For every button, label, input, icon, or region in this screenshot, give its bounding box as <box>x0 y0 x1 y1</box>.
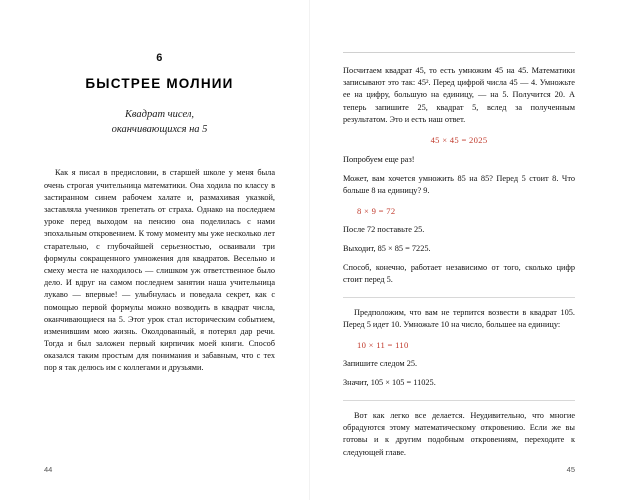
body-paragraph: Посчитаем квадрат 45, то есть умножим 45 на 45. Математики записывают это так: 45². Перед цифрой числа 45 — 4. Умножьте ее на цифру, большую на единицу, — на 5. Получится 20. А теперь запишите 25, квадрат 5, вслед за полученным результатом. Это и есть наш ответ. <box>343 66 575 124</box>
equation-8-times-9: 8 × 9 = 72 <box>357 205 396 216</box>
body-paragraph: Выходит, 85 × 85 = 7225. <box>343 243 431 253</box>
top-rule <box>343 52 575 53</box>
chapter-title: БЫСТРЕЕ МОЛНИИ <box>85 76 234 91</box>
equation-10-times-11: 10 × 11 = 110 <box>357 339 409 350</box>
left-page <box>0 0 309 500</box>
body-paragraph: Предположим, что вам не терпится возвести в квадрат 105. Перед 5 идет 10. Умножьте 10 на число, большее на единицу: <box>343 308 575 330</box>
chapter-number: 6 <box>156 52 163 64</box>
section-rule <box>343 297 575 298</box>
chapter-subtitle-line-1: Квадрат чисел, <box>124 109 195 120</box>
body-paragraph: Способ, конечно, работает независимо от того, сколько цифр стоит перед 5. <box>343 262 575 285</box>
page-number-right: 45 <box>566 465 575 474</box>
section-rule <box>343 400 575 401</box>
body-paragraph: Вот как легко все делается. Неудивительно, что многие обрадуются этому математическому откровению. Если же вы готовы и к другим подобным откровениям, переходите к следующей главе. <box>343 411 575 457</box>
body-paragraph: Запишите следом 25. <box>343 358 418 368</box>
body-paragraph: Как я писал в предисловии, в старшей школе у меня была очень строгая учительница математики. Она ходила по классу в застиранном синем рабочем халате и, размахивая указкой, заставляла учеников трепетать от страха. Однако на последнем уроке перед выходом на пенсию она поделилась с нами эпохальным откровением. К тому моменту мы уже несколько лет старательно, с глубочайшей серьезностью, осваивали три формулы сокращенного умножения для квадратов. Весельно и смеху места не находилось — слишком уж ответственное было дело. И вдруг на самом последнем занятии наша учительница лукаво — впервые! — улыбнулась и поведала секрет, как с помощью первой формулы можно возводить в квадрат числа, оканчивающиеся на 5. Этот урок стал историческим событием, изменившим мою жизнь. Околдованный, я потерял дар речи. Тогда и был заложен первый кирпичик моей книги. Способ оказался таким простым для понимания и забавным, что с тех пор я так делюсь им с коллегами и друзьями. <box>44 168 275 373</box>
body-paragraph: После 72 поставьте 25. <box>343 224 425 234</box>
chapter-subtitle-line-2: оканчивающихся на 5 <box>111 124 208 136</box>
body-paragraph: Может, вам хочется умножить 85 на 85? Перед 5 стоит 8. Что больше 8 на единицу? 9. <box>343 174 575 196</box>
chapter-subtitle <box>44 107 275 137</box>
body-paragraph: Попробуем еще раз! <box>343 154 415 164</box>
equation-45-squared: 45 × 45 = 2025 <box>430 134 488 145</box>
body-paragraph: Значит, 105 × 105 = 11025. <box>343 377 436 387</box>
page-number-left: 44 <box>44 465 53 474</box>
right-page <box>309 0 619 500</box>
